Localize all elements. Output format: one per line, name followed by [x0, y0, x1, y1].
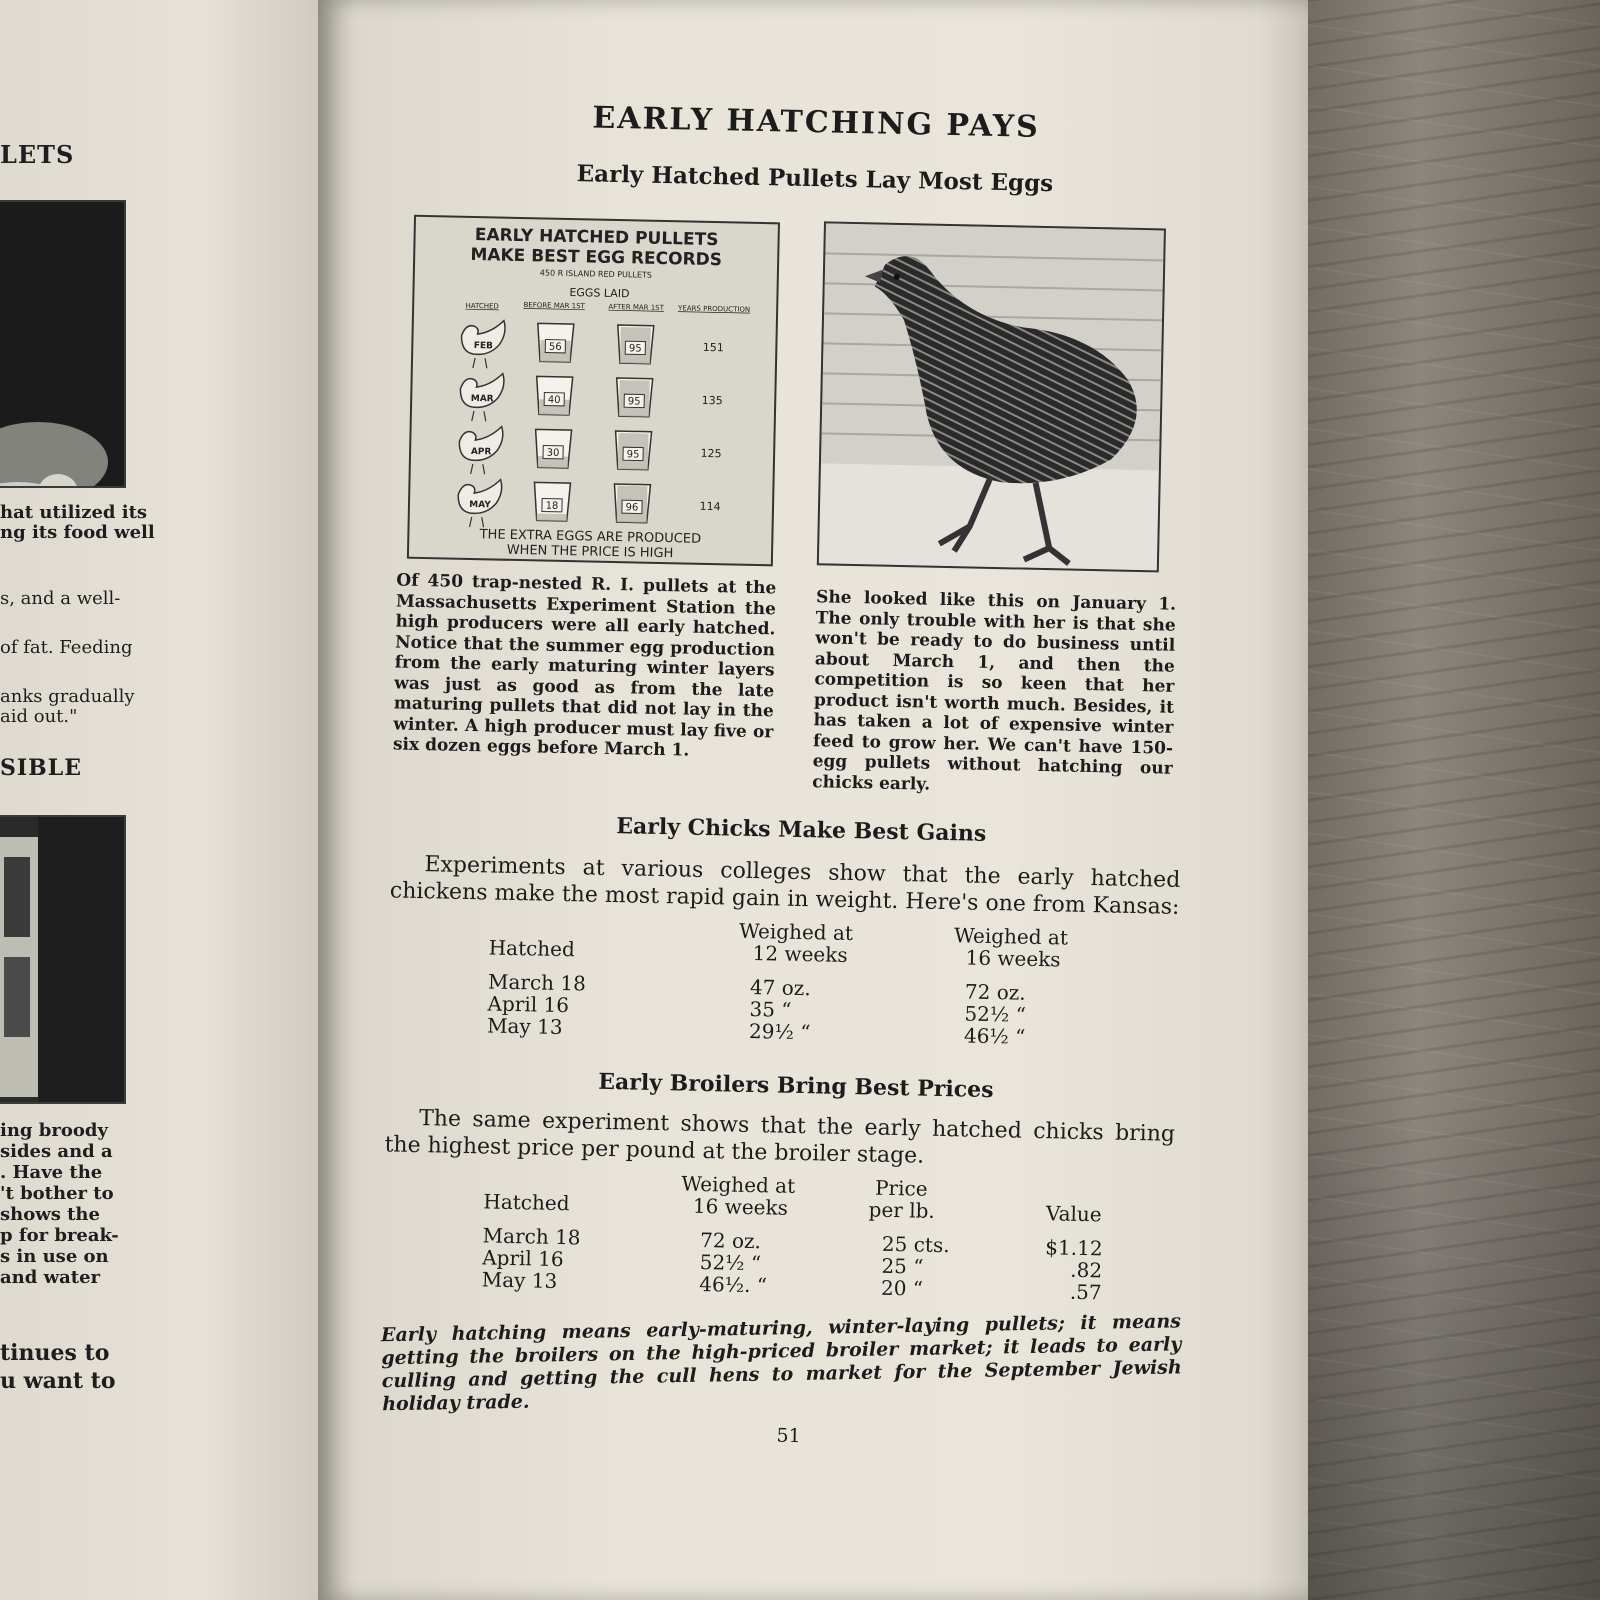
left-photo-brooder	[0, 815, 126, 1104]
prices-header-weeks: 16 weeks	[692, 1193, 789, 1220]
page-number: 51	[776, 1424, 801, 1448]
chart-heading-line-1: EARLY HATCHED PULLETS	[474, 225, 719, 251]
egg-record-svg	[409, 217, 778, 565]
gains-header-16	[953, 924, 1089, 971]
gains-paragraph: Experiments at various colleges show that the early hatched chickens make the most rapid gain in weight. Here's one from Kansas:	[389, 852, 1181, 920]
eggs-laid-label: EGGS LAID	[569, 286, 630, 301]
hen-photo	[817, 221, 1166, 572]
basket-before-value: 30	[546, 447, 560, 459]
basket-before-eggs-fill	[537, 514, 567, 521]
chart-footer-line-2: WHEN THE PRICE IS HIGH	[506, 542, 674, 562]
left-heading-1: LETS	[0, 140, 75, 169]
hatched-month-label: MAR	[470, 393, 494, 405]
gains-table	[487, 914, 1089, 1049]
left-text-line: s in use on	[0, 1246, 109, 1267]
prices-cell: 46½. “	[699, 1271, 768, 1298]
prices-cell: .82	[1070, 1257, 1103, 1283]
gains-heading: Early Chicks Make Best Gains	[616, 813, 987, 847]
basket-after-value: 95	[626, 449, 640, 461]
left-text-line: 't bother to	[0, 1183, 114, 1204]
gains-cell: 35 “	[749, 996, 792, 1022]
left-photo-chick	[0, 200, 126, 488]
photo-caption: She looked like this on January 1. The only trouble with her is that she won't be ready to do business until about March 1, and then the competition is so keen that her product isn't worth much. Besides, it has taken a lot of expensive winter feed to grow her. We can't have 150-egg pullets without hatching our chicks early.	[812, 587, 1177, 795]
chart-footer-line-1: THE EXTRA EGGS ARE PRODUCED	[479, 527, 702, 547]
hatched-month-label: FEB	[473, 341, 494, 352]
page-content	[377, 87, 1226, 1504]
gains-cell: 52½ “	[964, 1001, 1027, 1027]
left-caption-line-1: hat utilized its	[0, 502, 148, 523]
left-text-line: u want to	[0, 1368, 116, 1394]
prices-table	[482, 1168, 1124, 1303]
col-hatched: HATCHED	[465, 301, 499, 311]
gains-cell: 47 oz.	[749, 974, 811, 1001]
hen-legs-icon	[471, 464, 485, 474]
gains-cell: May 13	[486, 1013, 563, 1040]
egg-rows	[458, 320, 725, 532]
year-production-value: 151	[702, 340, 724, 355]
basket-after-value: 95	[627, 396, 641, 408]
chart-caption: Of 450 trap-nested R. I. pullets at the Massachusetts Experiment Station the high producers were all early hatched. Notice that the summer egg production from the early maturing winter layers was just as good as from the late maturing pullets that did not lay in the winter. A high producer must lay five or six dozen eggs before March 1.	[392, 570, 777, 761]
gains-header-weighed: Weighed at	[738, 918, 854, 946]
prices-header-per-lb: per lb.	[868, 1197, 936, 1223]
left-heading-2: SIBLE	[0, 755, 83, 781]
left-text-line: of fat. Feeding	[0, 637, 133, 658]
basket-after-value: 96	[625, 502, 639, 514]
gains-header-12	[738, 920, 954, 968]
chick-photo-icon	[0, 202, 124, 486]
prices-header-weight	[681, 1173, 870, 1221]
left-text-line: anks gradually	[0, 686, 135, 707]
gains-cell: April 16	[487, 991, 570, 1018]
gains-cell: 72 oz.	[964, 979, 1026, 1005]
gains-cell: 29½ “	[748, 1018, 811, 1045]
prices-header-price-label: Price	[874, 1175, 928, 1201]
barred-rock-hen-icon	[819, 223, 1164, 570]
right-page	[318, 0, 1308, 1600]
prices-cell: .57	[1069, 1279, 1102, 1305]
gains-cell: March 18	[487, 969, 587, 996]
col-after: AFTER MAR 1ST	[608, 302, 665, 313]
hen-legs-icon	[470, 517, 484, 527]
prices-cell: 72 oz.	[699, 1227, 762, 1254]
gains-header-hatched: Hatched	[488, 935, 576, 962]
prices-cell: April 16	[481, 1245, 564, 1272]
left-text-line: tinues to	[0, 1340, 110, 1366]
gains-header-weeks: 12 weeks	[752, 941, 848, 967]
col-years: YEARS PRODUCTION	[678, 304, 751, 314]
prices-header-hatched: Hatched	[483, 1189, 570, 1216]
gains-header-weighed: Weighed at	[953, 923, 1069, 950]
page-subtitle: Early Hatched Pullets Lay Most Eggs	[576, 160, 1054, 198]
col-before: BEFORE MAR 1ST	[523, 301, 585, 311]
prices-cell: 52½ “	[699, 1249, 762, 1276]
year-production-value: 125	[700, 446, 722, 461]
prices-header-value: Value	[1045, 1201, 1102, 1227]
prices-cell: May 13	[481, 1267, 558, 1293]
egg-record-chart	[407, 215, 780, 567]
left-text-line: ing broody	[0, 1120, 108, 1141]
prices-cell: March 18	[482, 1223, 581, 1250]
left-text-line: p for break-	[0, 1225, 119, 1246]
prices-cell: 25 “	[881, 1253, 924, 1279]
prices-cell: $1.12	[1045, 1235, 1103, 1261]
prices-cell: 20 “	[880, 1275, 924, 1301]
page-title: EARLY HATCHING PAYS	[592, 100, 1041, 145]
prices-cell: 25 cts.	[881, 1231, 950, 1258]
basket-before-value: 18	[545, 500, 559, 512]
wood-shadow	[1300, 1100, 1600, 1600]
prices-header-weighed: Weighed at	[681, 1171, 796, 1198]
chart-heading-line-2: MAKE BEST EGG RECORDS	[470, 244, 723, 271]
prices-heading: Early Broilers Bring Best Prices	[598, 1068, 994, 1104]
closing-statement: Early hatching means early-maturing, winter-laying pullets; it means getting the broilers on the high-priced broiler market; it leads to early culling and getting the cull hens to market for the September Jewish holiday trade.	[380, 1310, 1182, 1416]
left-text-line: s, and a well-	[0, 588, 121, 609]
gains-header-weeks: 16 weeks	[965, 945, 1061, 972]
left-page	[0, 0, 335, 1600]
prices-header-price	[868, 1176, 1046, 1224]
prices-paragraph: The same experiment shows that the early hatched chicks bring the highest price per pound at the broiler stage.	[384, 1106, 1176, 1169]
left-text-line: . Have the	[0, 1162, 103, 1183]
left-text-line: aid out."	[0, 706, 78, 727]
hatched-month-label: APR	[470, 446, 492, 458]
basket-after-value: 95	[628, 343, 642, 355]
brooder-photo-icon	[0, 817, 124, 1102]
left-text-line: shows the	[0, 1204, 100, 1225]
hen-legs-icon	[473, 358, 487, 368]
year-production-value: 114	[699, 499, 721, 514]
gains-cell: 46½ “	[963, 1023, 1026, 1049]
left-text-line: sides and a	[0, 1141, 113, 1162]
basket-before-value: 40	[547, 394, 561, 406]
basket-before-value: 56	[548, 341, 562, 353]
left-text-line: and water	[0, 1267, 101, 1288]
hen-legs-icon	[472, 411, 486, 421]
left-caption-line-2: ng its food well	[0, 522, 155, 543]
year-production-value: 135	[701, 393, 723, 408]
hatched-month-label: MAY	[469, 499, 491, 511]
chart-subheading: 450 R ISLAND RED PULLETS	[539, 268, 652, 280]
